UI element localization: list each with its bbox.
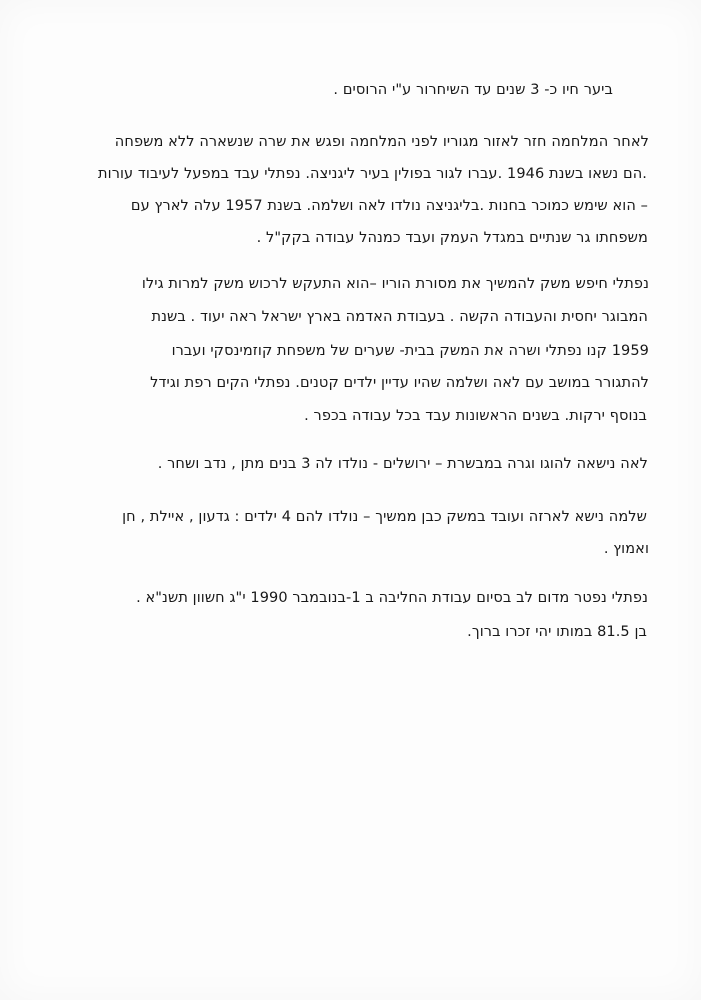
text-line: משפחתו גר שנתיים במגדל העמק ועבד כמנהל עבודה בקק"ל . [256,230,648,246]
text-line: להתגורר במושב עם לאה ושלמה שהיו עדיין ילדים קטנים. נפתלי הקים רפת וגידל [150,375,649,391]
text-line: שלמה נישא לארזה ועובד במשק כבן ממשיך – נולדו להם 4 ילדים : גדעון , איילת , חן [122,509,647,525]
text-line: לאחר המלחמה חזר לאזור מגוריו לפני המלחמה ופגש את שרה שנשארה ללא משפחה [114,134,649,150]
text-line: ביער חיו כ- 3 שנים עד השיחרור ע"י הרוסים . [333,82,613,98]
text-line: ואמוץ . [603,541,649,557]
text-line: לאה נישאה להוגו וגרה במבשרת – ירושלים - נולדו לה 3 בנים מתן , נדב ושחר . [157,456,648,472]
text-line: נפתלי חיפש משק להמשיך את מסורת הוריו –הוא התעקש לרכוש משק למרות גילו [141,276,649,292]
text-line: בן 81.5 במותו יהי זכרו ברוך. [467,624,647,640]
text-line: – הוא שימש כמוכר בחנות .בליגניצה נולדו לאה ושלמה. בשנת 1957 עלה לארץ עם [130,198,648,214]
text-line: נפתלי נפטר מדום לב בסיום עבודת החליבה ב 1-בנובמבר 1990 י"ג חשוון תשנ"א . [136,590,648,606]
text-line: בנוסף ירקות. בשנים הראשונות עבד בכל עבודה בכפר . [304,408,647,424]
text-line: המבוגר יחסית והעבודה הקשה . בעבודת האדמה בארץ ישראל ראה יעוד . בשנת [151,309,648,325]
text-line: .הם נשאו בשנת 1946 .עברו לגור בפולין בעיר ליגניצה. נפתלי עבד במפעל לעיבוד עורות [98,166,647,182]
text-line: 1959 קנו נפתלי ושרה את המשק בבית- שערים של משפחת קוזמינסקי ועברו [171,343,649,359]
